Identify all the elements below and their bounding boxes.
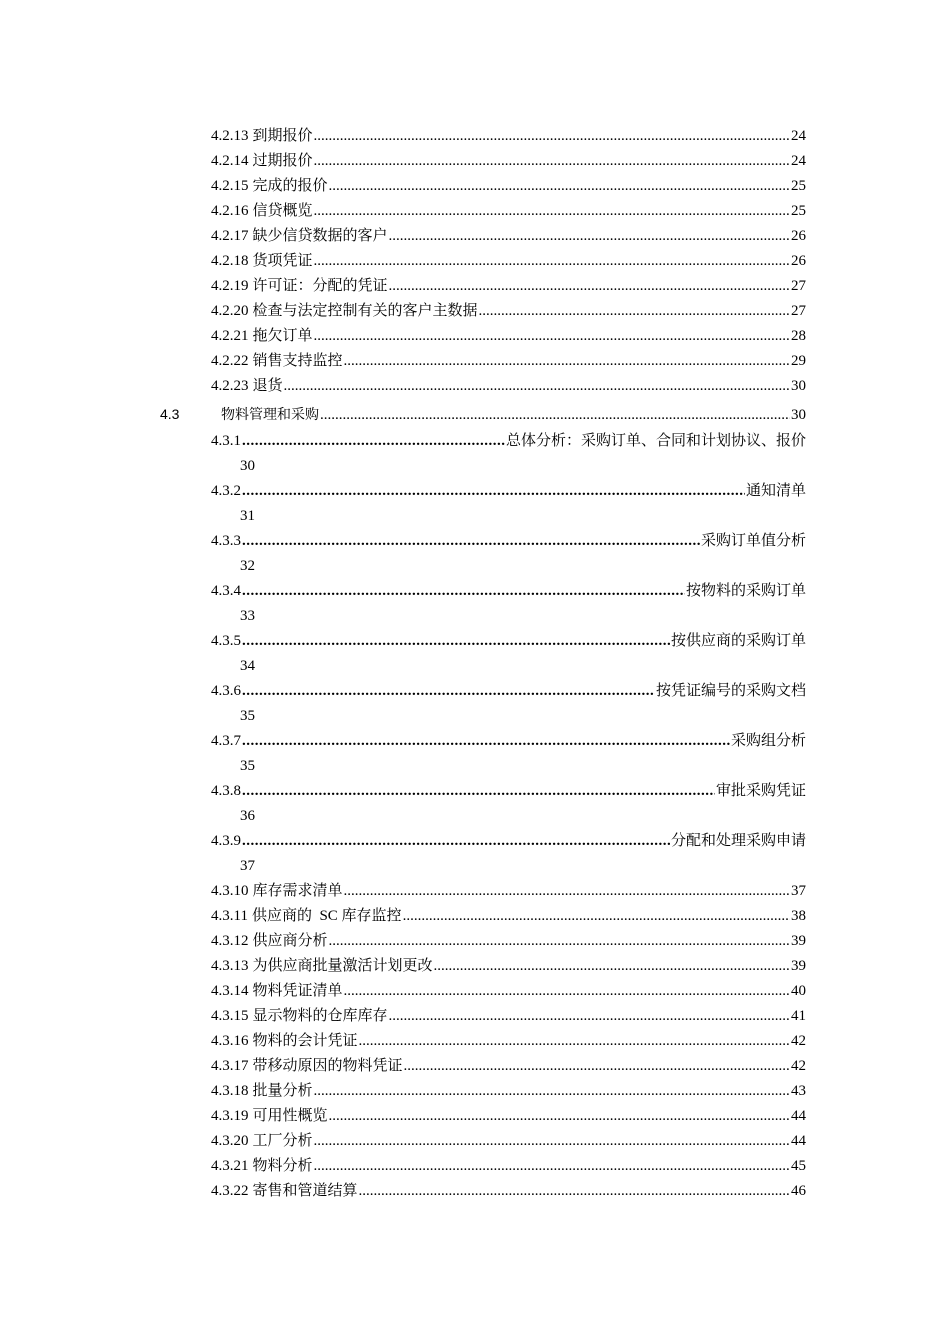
toc-entry[interactable] <box>0 1129 950 1154</box>
toc-entry-number: 4.3.10 <box>211 883 249 899</box>
toc-entry-number: 4.3.5 <box>211 633 241 649</box>
toc-entry-title: 分配和处理采购申请 <box>670 833 806 849</box>
toc-entry-number: 4.3.12 <box>211 933 249 949</box>
toc-entry-title: 供应商的 SC 库存监控 <box>251 908 402 924</box>
toc-entry[interactable] <box>0 904 950 929</box>
toc-entry-title: 工厂分析 <box>252 1133 313 1149</box>
toc-entry-number: 4.3.22 <box>211 1183 249 1199</box>
leader-dots <box>314 149 790 174</box>
leader-dots <box>242 429 505 454</box>
toc-entry-page: 24 <box>791 128 806 144</box>
toc-entry[interactable] <box>0 349 950 374</box>
leader-dots <box>329 929 790 954</box>
toc-entry-page: 26 <box>791 228 806 244</box>
toc-entry-number: 4.2.20 <box>211 303 249 319</box>
toc-entry-number: 4.2.21 <box>211 328 249 344</box>
toc-entry-title: 总体分析：采购订单、合同和计划协议、报价 <box>505 433 806 449</box>
table-of-contents <box>0 124 950 1204</box>
leader-dots <box>242 629 670 654</box>
toc-entry-page: 35 <box>240 758 255 774</box>
toc-entry-page: 34 <box>240 658 255 674</box>
toc-entry-page: 28 <box>791 328 806 344</box>
toc-entry-title: 物料分析 <box>252 1158 313 1174</box>
toc-entry[interactable] <box>0 224 950 249</box>
toc-entry-page: 26 <box>791 253 806 269</box>
toc-entry[interactable] <box>0 979 950 1004</box>
toc-entry-number: 4.3.18 <box>211 1083 249 1099</box>
toc-entry-number: 4.2.19 <box>211 278 249 294</box>
toc-entry-number: 4.2.16 <box>211 203 249 219</box>
toc-entry-number: 4.3.11 <box>211 908 248 924</box>
toc-entry-title: 销售支持监控 <box>252 353 343 369</box>
leader-dots <box>389 1004 790 1029</box>
toc-entry-page: 42 <box>791 1058 806 1074</box>
toc-entry[interactable] <box>0 199 950 224</box>
toc-entry-title: 许可证：分配的凭证 <box>252 278 388 294</box>
toc-entry-page: 40 <box>791 983 806 999</box>
leader-dots <box>242 479 745 504</box>
leader-dots <box>344 879 790 904</box>
leader-dots <box>314 324 790 349</box>
toc-entry[interactable] <box>0 124 950 149</box>
leader-dots <box>320 400 790 430</box>
leader-dots <box>434 954 790 979</box>
toc-entry-title: 退货 <box>252 378 283 394</box>
toc-entry[interactable] <box>0 149 950 174</box>
toc-entry-title: 采购组分析 <box>730 733 806 749</box>
toc-entry-page: 24 <box>791 153 806 169</box>
leader-dots <box>314 199 790 224</box>
toc-entry-page: 35 <box>240 708 255 724</box>
toc-entry-page: 37 <box>791 883 806 899</box>
toc-entry-title: 过期报价 <box>252 153 313 169</box>
leader-dots <box>242 529 700 554</box>
toc-entry-title: 供应商分析 <box>252 933 328 949</box>
leader-dots <box>479 299 790 324</box>
toc-entry-title: 审批采购凭证 <box>715 783 806 799</box>
leader-dots <box>389 274 790 299</box>
toc-entry-title: 按凭证编号的采购文档 <box>655 683 806 699</box>
leader-dots <box>242 579 685 604</box>
toc-entry-title: 为供应商批量激活计划更改 <box>252 958 433 974</box>
toc-entry-page: 46 <box>791 1183 806 1199</box>
toc-entry-number: 4.3.13 <box>211 958 249 974</box>
leader-dots <box>314 124 790 149</box>
toc-entry-title: 拖欠订单 <box>252 328 313 344</box>
leader-dots <box>314 1129 790 1154</box>
toc-entry-title: 检查与法定控制有关的客户主数据 <box>252 303 478 319</box>
toc-entry-page: 38 <box>791 908 806 924</box>
leader-dots <box>329 1104 790 1129</box>
toc-entry-page: 43 <box>791 1083 806 1099</box>
leader-dots <box>344 979 790 1004</box>
toc-entry-title: 按物料的采购订单 <box>685 583 806 599</box>
toc-entry-number: 4.2.23 <box>211 378 249 394</box>
leader-dots <box>314 249 790 274</box>
toc-entry-title: 缺少信贷数据的客户 <box>252 228 388 244</box>
toc-wrapped-entry[interactable] <box>0 679 950 729</box>
toc-entry-number: 4.3.2 <box>211 483 241 499</box>
leader-dots <box>242 729 730 754</box>
toc-section-title: 物料管理和采购 <box>221 406 319 422</box>
toc-entry-number: 4.3.8 <box>211 783 241 799</box>
toc-wrapped-entry[interactable] <box>0 579 950 629</box>
toc-wrapped-entry[interactable] <box>0 629 950 679</box>
toc-entry-page: 36 <box>240 808 255 824</box>
toc-entry-page: 30 <box>240 458 255 474</box>
toc-entry[interactable] <box>0 299 950 324</box>
toc-entry-title: 批量分析 <box>252 1083 313 1099</box>
leader-dots <box>344 349 790 374</box>
toc-wrapped-entry[interactable] <box>0 479 950 529</box>
toc-entry-title: 可用性概览 <box>252 1108 328 1124</box>
toc-entry-title: 按供应商的采购订单 <box>670 633 806 649</box>
toc-entry[interactable] <box>0 954 950 979</box>
leader-dots <box>359 1179 790 1204</box>
toc-entry[interactable] <box>0 374 950 399</box>
leader-dots <box>314 1154 790 1179</box>
toc-entry-number: 4.2.22 <box>211 353 249 369</box>
toc-entry-number: 4.2.13 <box>211 128 249 144</box>
toc-entry[interactable] <box>0 929 950 954</box>
toc-entry-page: 25 <box>791 203 806 219</box>
toc-entry[interactable] <box>0 1029 950 1054</box>
leader-dots <box>314 1079 790 1104</box>
toc-entry[interactable] <box>0 249 950 274</box>
toc-entry-page: 33 <box>240 608 255 624</box>
toc-entry-page: 27 <box>791 278 806 294</box>
leader-dots <box>284 374 790 399</box>
toc-entry[interactable] <box>0 274 950 299</box>
toc-entry[interactable] <box>0 1054 950 1079</box>
toc-entry-page: 27 <box>791 303 806 319</box>
leader-dots <box>389 224 790 249</box>
toc-entry[interactable] <box>0 1004 950 1029</box>
toc-entry-title: 到期报价 <box>252 128 313 144</box>
toc-entry[interactable] <box>0 324 950 349</box>
toc-entry-title: 信贷概览 <box>252 203 313 219</box>
toc-entry[interactable] <box>0 1104 950 1129</box>
leader-dots <box>242 779 715 804</box>
toc-entry-number: 4.3.4 <box>211 583 241 599</box>
toc-entry-page: 25 <box>791 178 806 194</box>
toc-entry-page: 30 <box>791 378 806 394</box>
toc-wrapped-entry[interactable] <box>0 829 950 879</box>
toc-entry-number: 4.3.1 <box>211 433 241 449</box>
toc-entry-page: 42 <box>791 1033 806 1049</box>
toc-wrapped-entry[interactable] <box>0 779 950 829</box>
toc-entry[interactable] <box>0 174 950 199</box>
toc-entry-title: 带移动原因的物料凭证 <box>252 1058 403 1074</box>
toc-entry[interactable] <box>0 1154 950 1179</box>
toc-entry-title: 货项凭证 <box>252 253 313 269</box>
toc-entry-title: 采购订单值分析 <box>700 533 806 549</box>
toc-entry-page: 37 <box>240 858 255 874</box>
toc-entry-title: 物料的会计凭证 <box>252 1033 358 1049</box>
toc-section-number: 4.3 <box>160 406 180 422</box>
toc-entry-number: 4.3.15 <box>211 1008 249 1024</box>
toc-entry-number: 4.3.9 <box>211 833 241 849</box>
toc-entry-title: 完成的报价 <box>252 178 328 194</box>
toc-wrapped-entry[interactable] <box>0 429 950 479</box>
toc-entry-title: 库存需求清单 <box>252 883 343 899</box>
leader-dots <box>359 1029 790 1054</box>
leader-dots <box>242 829 670 854</box>
toc-entry-page: 44 <box>791 1133 806 1149</box>
toc-entry[interactable] <box>0 879 950 904</box>
toc-entry-number: 4.3.16 <box>211 1033 249 1049</box>
toc-entry-number: 4.3.6 <box>211 683 241 699</box>
toc-entry-page: 39 <box>791 933 806 949</box>
toc-section-page: 30 <box>791 407 806 423</box>
toc-entry-number: 4.3.21 <box>211 1158 249 1174</box>
toc-entry-page: 45 <box>791 1158 806 1174</box>
toc-entry-number: 4.3.20 <box>211 1133 249 1149</box>
toc-section-entry[interactable] <box>0 399 950 429</box>
toc-wrapped-entry[interactable] <box>0 729 950 779</box>
leader-dots <box>329 174 790 199</box>
toc-entry-title: 通知清单 <box>745 483 806 499</box>
leader-dots <box>242 679 655 704</box>
toc-entry-number: 4.3.7 <box>211 733 241 749</box>
toc-entry-title: 物料凭证清单 <box>252 983 343 999</box>
toc-entry-page: 44 <box>791 1108 806 1124</box>
toc-entry-title: 寄售和管道结算 <box>252 1183 358 1199</box>
toc-wrapped-entry[interactable] <box>0 529 950 579</box>
toc-entry-page: 39 <box>791 958 806 974</box>
leader-dots <box>404 1054 790 1079</box>
toc-entry[interactable] <box>0 1179 950 1204</box>
toc-entry-number: 4.3.19 <box>211 1108 249 1124</box>
toc-entry-page: 41 <box>791 1008 806 1024</box>
toc-entry-page: 32 <box>240 558 255 574</box>
toc-entry-number: 4.2.15 <box>211 178 249 194</box>
toc-entry-number: 4.3.3 <box>211 533 241 549</box>
leader-dots <box>403 904 790 929</box>
toc-entry-page: 31 <box>240 508 255 524</box>
toc-entry-number: 4.2.14 <box>211 153 249 169</box>
toc-entry[interactable] <box>0 1079 950 1104</box>
toc-entry-page: 29 <box>791 353 806 369</box>
toc-entry-title: 显示物料的仓库库存 <box>252 1008 388 1024</box>
toc-entry-number: 4.3.14 <box>211 983 249 999</box>
toc-entry-number: 4.2.18 <box>211 253 249 269</box>
toc-entry-number: 4.2.17 <box>211 228 249 244</box>
toc-entry-number: 4.3.17 <box>211 1058 249 1074</box>
